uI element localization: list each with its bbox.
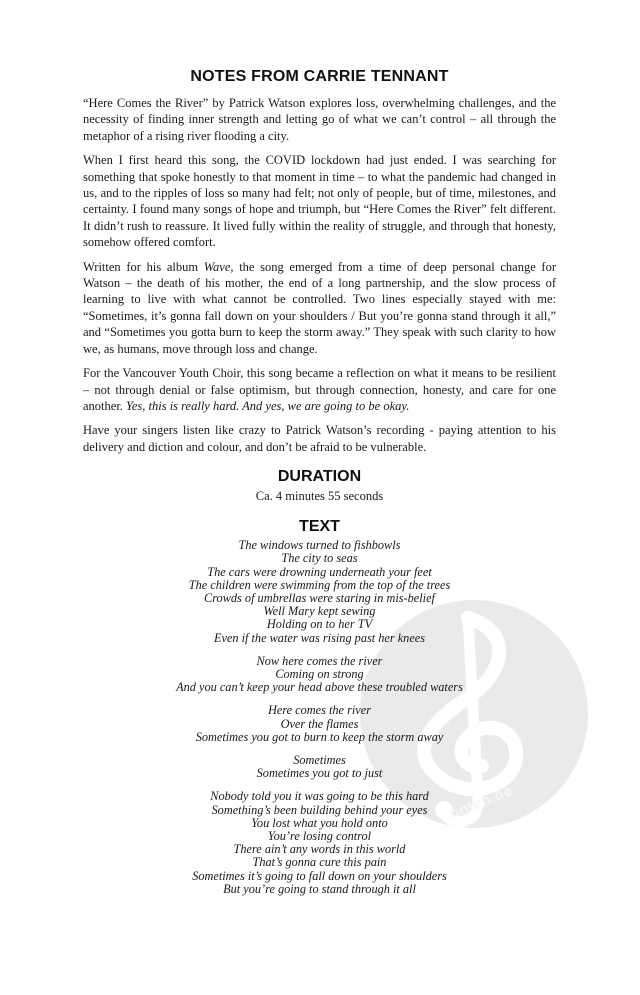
lyric-line: Here comes the river <box>267 703 371 718</box>
lyric-stanza <box>83 754 556 780</box>
lyric-stanza <box>83 790 556 896</box>
p3-text-b: , the song emerged from a time of deep personal change for Watson – the death of his mother, the end of a long partnership, and the slow process of learning to live with what cannot be controlled. Two lines especially stayed with me: “Sometimes, it’s gonna fall down on your shoulders / But you’re gonna stand through it all,” and “Sometimes you gotta burn to keep the storm away.” They speak with such clarity to how we, as humans, move through loss and change. <box>83 259 556 356</box>
lyric-line: Well Mary kept sewing <box>263 604 376 619</box>
lyric-line: Sometimes <box>293 752 346 767</box>
lyric-stanza <box>83 704 556 744</box>
lyric-line: You’re losing control <box>267 828 372 843</box>
lyric-line: Now here comes the river <box>256 653 383 668</box>
lyric-line: Holding on to her TV <box>266 617 373 632</box>
lyric-line: That’s gonna cure this pain <box>252 855 387 870</box>
lyrics <box>83 539 556 896</box>
p3-text-a: Written for his album <box>83 259 204 274</box>
lyric-line: Even if the water was rising past her knees <box>213 630 426 645</box>
lyric-line: Something’s been building behind your eyes <box>211 802 428 817</box>
lyric-line: Crowds of umbrellas were staring in mis-belief <box>204 590 435 605</box>
p4-text-a: For the Vancouver Youth Choir, this song became a reflection on what it means to be resilient – not through denial or false optimism, but through connection, honesty, and care for one another. <box>83 366 556 413</box>
lyric-line: The cars were drowning underneath your feet <box>207 564 432 579</box>
notes-paragraph-2: When I first heard this song, the COVID lockdown had just ended. I was searching for something that spoke honestly to that moment in time – to what the pandemic had changed in us, and to the ripples of loss so many had felt; not only of people, but of time, milestones, and certainty. I found many songs of hope and triumph, but “Here Comes the River” felt different. It didn’t rush to reassure. It lived fully within the reality of struggle, and through that honesty, somehow offered comfort. <box>83 153 556 250</box>
lyric-line: Sometimes you got to burn to keep the storm away <box>195 729 444 744</box>
duration-title: DURATION <box>277 468 362 486</box>
watermark-text: noten.de <box>447 782 516 823</box>
lyric-stanza <box>83 655 556 695</box>
lyric-line: There ain’t any words in this world <box>233 842 406 857</box>
duration-value: Ca. 4 minutes 55 seconds <box>255 489 384 504</box>
notes-paragraph-1: “Here Comes the River” by Patrick Watson explores loss, overwhelming challenges, and the necessity of finding inner strength and letting go of what we can’t control – all through the metaphor of a rising river flooding a city. <box>83 96 556 143</box>
text-title: TEXT <box>299 518 340 536</box>
lyric-line: Coming on strong <box>275 666 364 681</box>
lyric-line: Over the flames <box>280 716 359 731</box>
lyric-line: Sometimes you got to just <box>256 766 383 781</box>
lyric-line: Nobody told you it was going to be this hard <box>210 789 429 804</box>
lyric-line: Sometimes it’s going to fall down on your shoulders <box>192 868 447 883</box>
notes-paragraph-3 <box>83 259 556 357</box>
lyric-stanza <box>83 539 556 645</box>
p4-italic: Yes, this is really hard. And yes, we are going to be okay. <box>126 398 410 413</box>
lyric-line: The windows turned to fishbowls <box>238 538 401 553</box>
lyric-line: And you can’t keep your head above these troubled waters <box>176 680 463 695</box>
notes-paragraph-4 <box>83 365 556 414</box>
notes-title: NOTES FROM CARRIE TENNANT <box>190 68 449 85</box>
lyric-line: You lost what you hold onto <box>251 815 388 830</box>
lyric-line: But you’re going to stand through it all <box>223 881 416 896</box>
notes-paragraph-5: Have your singers listen like crazy to Patrick Watson’s recording - paying attention to his delivery and diction and colour, and don’t be afraid to be vulnerable. <box>83 423 556 454</box>
lyric-line: The children were swimming from the top of the trees <box>188 577 451 592</box>
lyric-line: The city to seas <box>281 551 358 566</box>
album-title: Wave <box>203 259 231 274</box>
